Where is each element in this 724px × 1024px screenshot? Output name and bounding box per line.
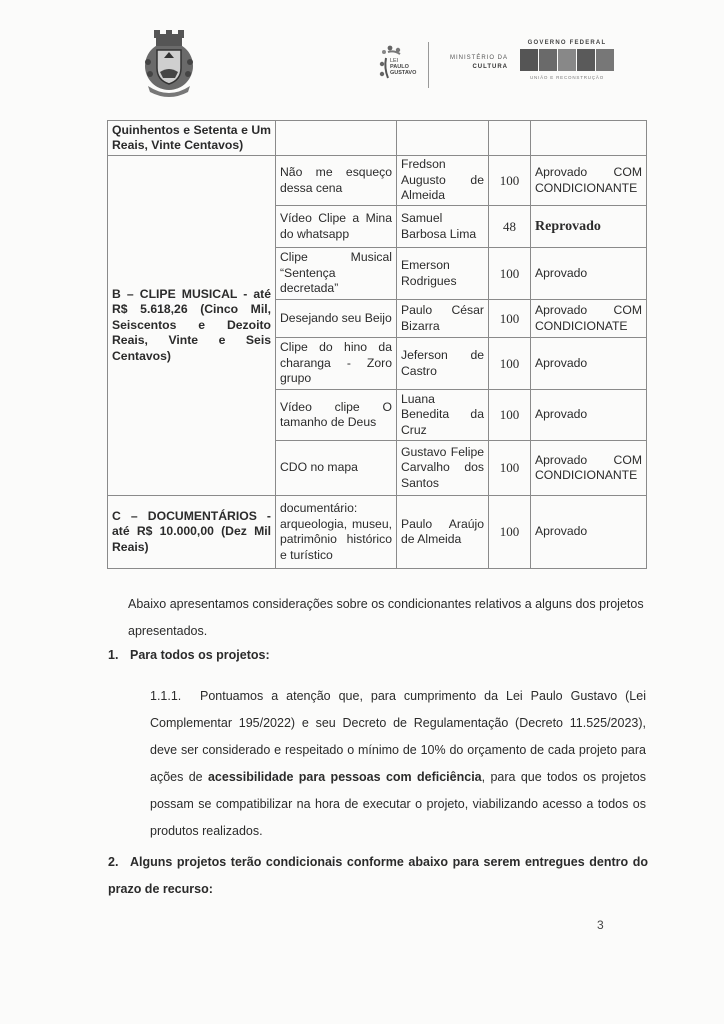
gov-bottom-text: UNIÃO E RECONSTRUÇÃO: [529, 75, 604, 80]
score-cell: 100: [489, 390, 531, 441]
ministry-line1: MINISTÉRIO DA: [449, 55, 508, 61]
gov-top-text: GOVERNO FEDERAL: [527, 40, 607, 46]
proponent-cell: Paulo César Bizarra: [397, 300, 489, 338]
item-text-a: Pontuamos a atenção que, para cumprimento da Lei Paulo Gustavo (Lei Complementar 195/2022) e seu Decreto de Regulamentação (Decreto 11.525/2023), deve ser considerado e respeitado o mínimo de 10% do orçamento de cada projeto para ações de: [150, 689, 646, 784]
page-number: 3: [597, 918, 604, 932]
project-cell: Desejando seu Beijo: [276, 300, 397, 338]
score-cell: 100: [489, 248, 531, 300]
proponent-cell: Luana Benedita da Cruz: [397, 390, 489, 441]
item-number: 1.1.1.: [150, 689, 182, 703]
score-cell: [489, 121, 531, 156]
project-cell: Vídeo Clipe a Mina do whatsapp: [276, 206, 397, 248]
section-1-heading: [108, 642, 270, 669]
lpg-line3: GUSTAVO: [390, 70, 417, 76]
project-cell: CDO no mapa: [276, 441, 397, 496]
result-cell: Aprovado: [531, 338, 647, 390]
lpg-line2: PAULO: [390, 64, 409, 70]
proponent-cell: Emerson Rodrigues: [397, 248, 489, 300]
proponent-cell: Gustavo Felipe Carvalho dos Santos: [397, 441, 489, 496]
result-cell: Aprovado COM CONDICIONATE: [531, 300, 647, 338]
result-cell: Aprovado: [531, 496, 647, 569]
result-cell: Reprovado: [531, 206, 647, 248]
table-row: [108, 496, 647, 569]
project-cell: Clipe Musical “Sentença decretada”: [276, 248, 397, 300]
result-cell: Aprovado COM CONDICIONANTE: [531, 156, 647, 206]
coat-of-arms-icon: [140, 28, 198, 98]
score-cell: 100: [489, 300, 531, 338]
section-2-number: 2.: [108, 855, 119, 869]
result-cell: Aprovado COM CONDICIONANTE: [531, 441, 647, 496]
governo-federal-logo: [518, 40, 616, 80]
lpg-logo-text: [390, 58, 416, 76]
result-cell: Aprovado: [531, 248, 647, 300]
lpg-line1: LEI: [390, 58, 399, 64]
table-row: [108, 156, 647, 206]
score-cell: 100: [489, 156, 531, 206]
proponent-cell: Paulo Araújo de Almeida: [397, 496, 489, 569]
proponent-cell: Jeferson de Castro: [397, 338, 489, 390]
result-cell: Aprovado: [531, 390, 647, 441]
score-cell: 100: [489, 441, 531, 496]
score-cell: 100: [489, 496, 531, 569]
item-1-1-1-paragraph: [150, 683, 646, 845]
project-cell: Vídeo clipe O tamanho de Deus: [276, 390, 397, 441]
category-cell: Quinhentos e Setenta e Um Reais, Vinte Centavos): [108, 121, 276, 156]
ministry-line2: CULTURA: [472, 64, 508, 70]
proponent-cell: Samuel Barbosa Lima: [397, 206, 489, 248]
brasil-wordmark-icon: [518, 49, 616, 71]
item-text-bold: acessibilidade para pessoas com deficiência: [207, 770, 482, 784]
score-cell: 100: [489, 338, 531, 390]
table-row: [108, 121, 647, 156]
results-table: [107, 120, 647, 569]
project-cell: documentário: arqueologia, museu, patrimônio histórico e turístico: [276, 496, 397, 569]
result-cell: [531, 121, 647, 156]
item-text-b: , para que todos os projetos possam se compatibilizar na hora de executar o projeto, viabilizando acesso a todos os produtos realizados.: [150, 770, 646, 838]
logo-divider: [428, 42, 429, 88]
project-cell: [276, 121, 397, 156]
proponent-cell: [397, 121, 489, 156]
project-cell: Não me esqueço dessa cena: [276, 156, 397, 206]
category-cell: C – DOCUMENTÁRIOS - até R$ 10.000,00 (Dez Mil Reais): [108, 496, 276, 569]
intro-paragraph: Abaixo apresentamos considerações sobre os condicionantes relativos a alguns dos projetos apresentados.: [128, 597, 644, 638]
project-cell: Clipe do hino da charanga - Zoro grupo: [276, 338, 397, 390]
category-cell: B – CLIPE MUSICAL - até R$ 5.618,26 (Cinco Mil, Seiscentos e Dezoito Reais, Vinte e Seis Centavos): [108, 156, 276, 496]
page-header: [0, 0, 724, 110]
section-1-number: 1.: [108, 648, 119, 662]
score-cell: 48: [489, 206, 531, 248]
section-1-title: Para todos os projetos:: [130, 648, 270, 662]
section-2-title: Alguns projetos terão condicionais conforme abaixo para serem entregues dentro do prazo de recurso:: [108, 855, 648, 896]
proponent-cell: Fredson Augusto de Almeida: [397, 156, 489, 206]
ministry-logo: [438, 54, 508, 72]
section-2-heading: [108, 849, 648, 903]
